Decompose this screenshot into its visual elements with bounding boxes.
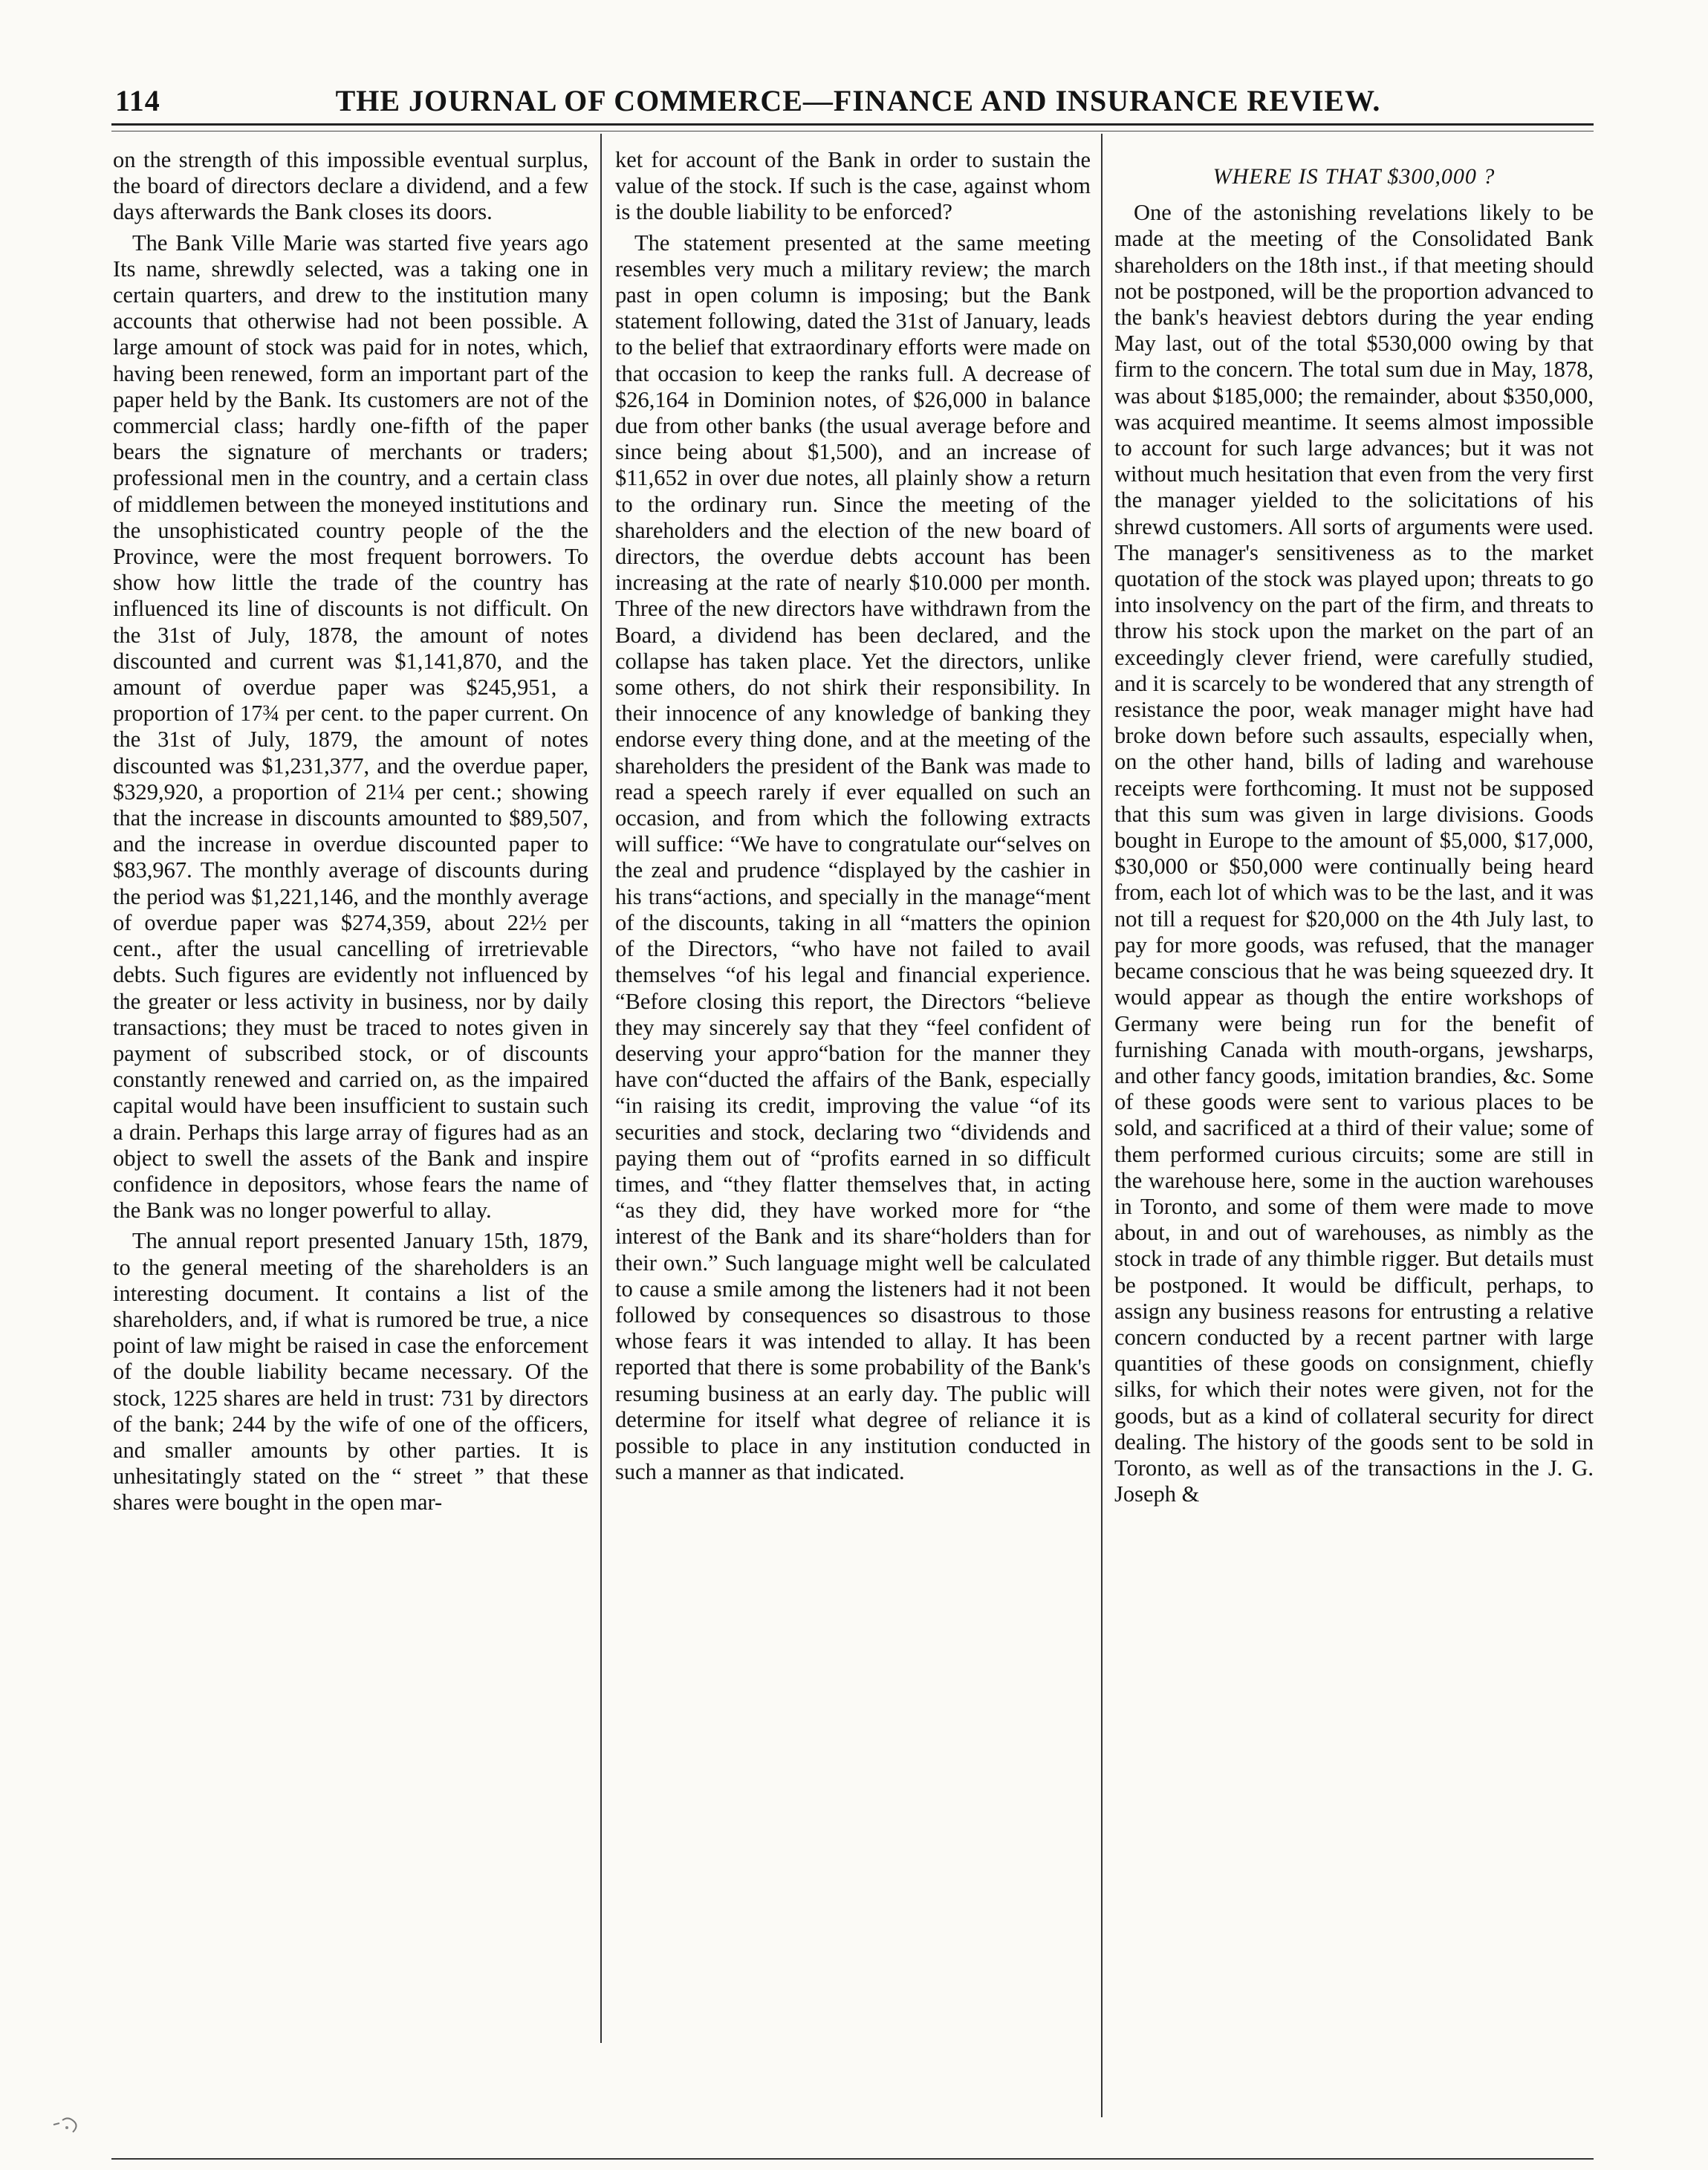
scan-artifact-mark bbox=[52, 2110, 97, 2140]
section-heading: WHERE IS THAT $300,000 ? bbox=[1212, 164, 1496, 189]
paragraph: One of the astonishing revelations likely to be made at the meeting of the Consolidated Bank shareholders on the 18th inst., if that meeting should not be postponed, will be the proportion advanced to the bank's heaviest debtors during the year ending May last, out of the total $530,000 owing by that firm to the concern. The total sum due in May, 1878, was about $185,000; the remainder, about $350,000, was acquired meantime. It seems almost impossible to account for such large advances; but it was not without much hesitation that even from the very first the manager yielded to the solicitations of his shrewd customers. All sorts of arguments were used. The manager's sensitiveness as to the market quotation of the stock was played upon; threats to go into insolvency on the part of the firm, and threats to throw his stock upon the market on the part of an exceedingly clever friend, were carefully studied, and it is scarcely to be wondered that any strength of resistance the poor, weak manager might have had broke down before such assaults, especially when, on the other hand, bills of lading and warehouse receipts were forthcoming. It must not be supposed that this sum was given in large divisions. Goods bought in Europe to the amount of $5,000, $17,000, $30,000 or $50,000 were continually being heard from, each lot of which was to be the last, and it was not till a request for $20,000 on the 4th July last, to pay for more goods, was refused, that the manager became conscious that he was being squeezed dry. It would appear as though the entire workshops of Germany were being run for the benefit of furnishing Canada with mouth-organs, jewsharps, and other fancy goods, imitation brandies, &c. Some of these goods were sent to various places to be sold, and sacrificed at a third of their value; some of them performed curious circuits; some are still in the warehouse here, some in the auction warehouses in Toronto, and some of them were made to move about, in and out of warehouses, as nimbly as the stock in trade of any thimble rigger. But details must be postponed. It would be difficult, perhaps, to assign any business reasons for entrusting a relative concern conducted by a recent partner with large quantities of these goods on consignment, chiefly silks, for which their notes were given, not for the goods, but as a kind of collateral security for direct dealing. The history of the goods sent to be sold in Toronto, as well as of the transactions in the J. G. Joseph & bbox=[1114, 200, 1594, 1507]
footer-rule bbox=[111, 2158, 1594, 2160]
paragraph: The Bank Ville Marie was started five years ago Its name, shrewdly selected, was a taking one in certain quarters, and drew to the institution many accounts that otherwise had not been possible. A large amount of stock was paid for in notes, which, having been renewed, form an important part of the paper held by the Bank. Its customers are not of the commercial class; hardly one-fifth of the paper bears the signature of merchants or traders; professional men in the country, and a certain class of middlemen between the moneyed institutions and the unsophisticated country people of the the Province, were the most frequent borrowers. To show how little the trade of the country has influenced its line of discounts is not difficult. On the 31st of July, 1878, the amount of notes discounted and current was $1,141,870, and the amount of overdue paper was $245,951, a proportion of 17¾ per cent. to the paper current. On the 31st of July, 1879, the amount of notes discounted was $1,231,377, and the overdue paper, $329,920, a proportion of 21¼ per cent.; showing that the increase in discounts amounted to $89,507, and the increase in overdue discounted paper to $83,967. The monthly average of discounts during the period was $1,221,146, and the monthly average of overdue paper was $274,359, about 22½ per cent., after the usual cancelling of irretrievable debts. Such figures are evidently not influenced by the greater or less activity in business, nor by daily transactions; they must be traced to notes given in payment of subscribed stock, or of discounts constantly renewed and carried on, as the impaired capital would have been insufficient to sustain such a drain. Perhaps this large array of figures had as an object to swell the assets of the Bank and inspire confidence in depositors, whose fears the name of the Bank was no longer powerful to allay. bbox=[113, 230, 588, 1224]
article-column-2 bbox=[615, 147, 1091, 2153]
journal-title: THE JOURNAL OF COMMERCE—FINANCE AND INSURANCE REVIEW. bbox=[335, 84, 1381, 117]
article-column-1 bbox=[113, 147, 588, 2153]
article-column-3 bbox=[1114, 147, 1594, 2153]
paragraph: ket for account of the Bank in order to sustain the value of the stock. If such is the case, against whom is the double liability to be enforced? bbox=[615, 147, 1091, 225]
paragraph: The statement presented at the same meeting resembles very much a military review; the march past in open column is imposing; but the Bank statement following, dated the 31st of January, leads to the belief that extraordinary efforts were made on that occasion to keep the ranks full. A decrease of $26,164 in Dominion notes, of $26,000 in balance due from other banks (the usual average before and since being about $1,500), and an increase of $11,652 in over due notes, all plainly show a return to the ordinary run. Since the meeting of the shareholders and the election of the new board of directors, the overdue debts account has been increasing at the rate of nearly $10.000 per month. Three of the new directors have withdrawn from the Board, a dividend has been declared, and the collapse has taken place. Yet the directors, unlike some others, do not shirk their responsibility. In their innocence of any knowledge of banking they endorse every thing done, and at the meeting of the shareholders the president of the Bank was made to read a speech rarely if ever equalled on such an occasion, and from which the following extracts will suffice: “We have to congratulate our“selves on the zeal and prudence “displayed by the cashier in his trans“actions, and specially in the manage“ment of the discounts, taking in all “matters the opinion of the Directors, “who have not failed to avail themselves “of his legal and financial experience. “Before closing this report, the Directors “believe they may sincerely say that they “feel confident of deserving your appro“bation for the manner they have con“ducted the affairs of the Bank, especially “in raising its credit, improving the value “of its securities and stock, declaring two “dividends and paying them out of “profits earned in so difficult times, and “they flatter themselves that, in acting “as they did, they have worked more for “the interest of the Bank and its share“holders than for their own.” Such language might well be calculated to cause a smile among the listeners had it not been followed by consequences so disastrous to those whose fears it was intended to allay. It has been reported that there is some probability of the Bank's resuming business at an early day. The public will determine for itself what degree of reliance it is possible to place in any institution conducted in such a manner as that indicated. bbox=[615, 230, 1091, 1485]
column-divider-left bbox=[600, 134, 602, 2043]
page-number: 114 bbox=[115, 84, 160, 117]
header-rule-thick bbox=[111, 123, 1594, 126]
paragraph: The annual report presented January 15th, 1879, to the general meeting of the shareholders is an interesting document. It contains a list of the shareholders, and, if what is rumored be true, a nice point of law might be raised in case the enforcement of the double liability became necessary. Of the stock, 1225 shares are held in trust: 731 by directors of the bank; 244 by the wife of one of the officers, and smaller amounts by other parties. It is unhesitatingly stated on the “ street ” that these shares were bought in the open mar- bbox=[113, 1228, 588, 1516]
paragraph: on the strength of this impossible eventual surplus, the board of directors declare a dividend, and a few days afterwards the Bank closes its doors. bbox=[113, 147, 588, 225]
column-divider-right bbox=[1101, 134, 1103, 2117]
